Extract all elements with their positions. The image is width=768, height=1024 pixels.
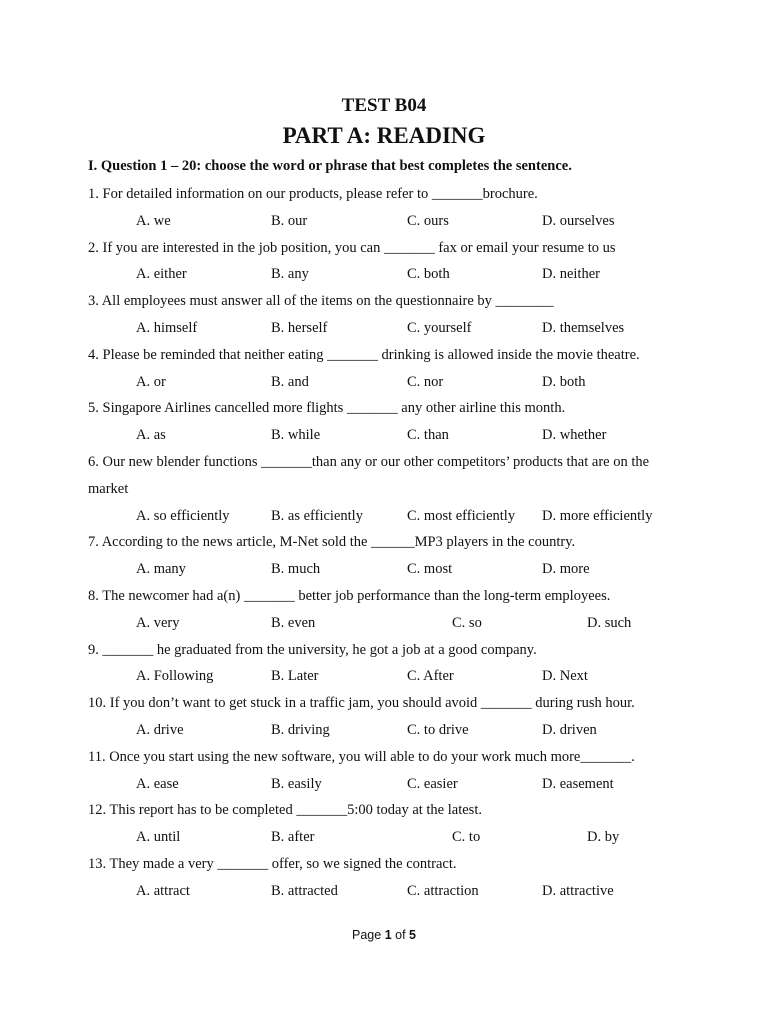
answer-option: A. until <box>136 829 181 846</box>
answer-option: B. as efficiently <box>271 507 363 524</box>
answer-option: C. nor <box>407 373 444 390</box>
answer-option: B. even <box>271 614 316 631</box>
answer-option: D. themselves <box>542 320 625 336</box>
question-text: 13. They made a very _______ offer, so we signed the contract. <box>88 856 457 872</box>
answer-option: B. while <box>271 427 321 444</box>
answer-option: A. drive <box>136 722 184 738</box>
answer-option: A. himself <box>136 320 198 336</box>
answer-option: D. Next <box>542 668 588 685</box>
page-footer <box>0 928 768 942</box>
answer-option: C. to drive <box>407 722 469 738</box>
answer-option: C. so <box>452 614 482 631</box>
answer-option: C. to <box>452 829 481 846</box>
answer-option: A. Following <box>136 668 214 685</box>
footer-prefix: Page <box>352 928 385 942</box>
answer-option: C. easier <box>407 775 458 792</box>
question-text: 5. Singapore Airlines cancelled more flights _______ any other airline this month. <box>88 400 566 417</box>
answer-option: A. or <box>136 373 166 390</box>
answer-option: A. either <box>136 266 187 283</box>
answer-option: A. we <box>136 212 171 229</box>
answer-option: A. many <box>136 561 186 578</box>
answer-option: B. easily <box>271 775 322 792</box>
answer-option: A. so efficiently <box>136 507 230 524</box>
footer-current-page: 1 <box>384 928 392 942</box>
question-text: 12. This report has to be completed _______5:00 today at the latest. <box>88 802 482 819</box>
answer-option: C. both <box>407 266 450 283</box>
answer-option: D. neither <box>542 266 600 283</box>
section-instruction: I. Question 1 – 20: choose the word or phrase that best completes the sentence. <box>88 158 572 174</box>
question-text: 11. Once you start using the new software, you will able to do your work much more_______. <box>88 748 635 765</box>
answer-option: C. After <box>407 668 454 685</box>
question-text: 1. For detailed information on our products, please refer to _______brochure. <box>88 186 538 202</box>
answer-option: A. ease <box>136 775 179 792</box>
answer-option: B. attracted <box>271 882 338 899</box>
footer-total-pages: 5 <box>409 928 416 942</box>
answer-option: B. after <box>271 829 315 846</box>
answer-option: D. easement <box>542 775 614 792</box>
answer-option: C. than <box>407 427 449 444</box>
footer-middle: of <box>391 928 410 942</box>
answer-option: B. our <box>271 212 308 229</box>
answer-option: A. very <box>136 614 180 631</box>
answer-option: B. herself <box>271 320 328 336</box>
answer-option: A. as <box>136 427 166 444</box>
question-text: 10. If you don’t want to get stuck in a traffic jam, you should avoid _______ during rush hour. <box>88 695 635 712</box>
answer-option: B. any <box>271 266 309 283</box>
answer-option: C. most <box>407 561 453 578</box>
answer-option: C. most efficiently <box>407 507 516 524</box>
answer-option: D. more <box>542 561 590 578</box>
answer-option: D. whether <box>542 427 607 444</box>
question-text: 3. All employees must answer all of the items on the questionnaire by ________ <box>88 293 554 310</box>
answer-option: D. attractive <box>542 882 614 899</box>
answer-option: C. attraction <box>407 882 479 899</box>
answer-option: B. Later <box>271 668 319 685</box>
answer-option: B. and <box>271 373 309 390</box>
question-text: 9. _______ he graduated from the university, he got a job at a good company. <box>88 641 537 658</box>
question-text: 8. The newcomer had a(n) _______ better job performance than the long-term employees. <box>88 588 611 604</box>
answer-option: D. such <box>587 614 632 631</box>
answer-option: B. driving <box>271 722 330 738</box>
question-text: 6. Our new blender functions _______than any or our other competitors’ products that are on the <box>88 454 650 470</box>
answer-option: C. ours <box>407 212 449 229</box>
answer-option: D. more efficiently <box>542 507 653 524</box>
answer-option: A. attract <box>136 882 190 899</box>
answer-option: B. much <box>271 561 321 578</box>
question-text-continuation: market <box>88 480 129 497</box>
answer-option: D. both <box>542 373 586 390</box>
answer-option: C. yourself <box>407 320 472 336</box>
question-text: 4. Please be reminded that neither eating _______ drinking is allowed inside the movie theatre. <box>88 346 640 363</box>
answer-option: D. driven <box>542 722 597 738</box>
answer-option: D. by <box>587 829 620 846</box>
part-title: PART A: READING <box>282 123 486 148</box>
question-text: 7. According to the news article, M-Net sold the ______MP3 players in the country. <box>88 534 576 551</box>
answer-option: D. ourselves <box>542 212 615 229</box>
question-text: 2. If you are interested in the job position, you can _______ fax or email your resume to us <box>88 239 616 256</box>
test-title: TEST B04 <box>341 95 427 116</box>
